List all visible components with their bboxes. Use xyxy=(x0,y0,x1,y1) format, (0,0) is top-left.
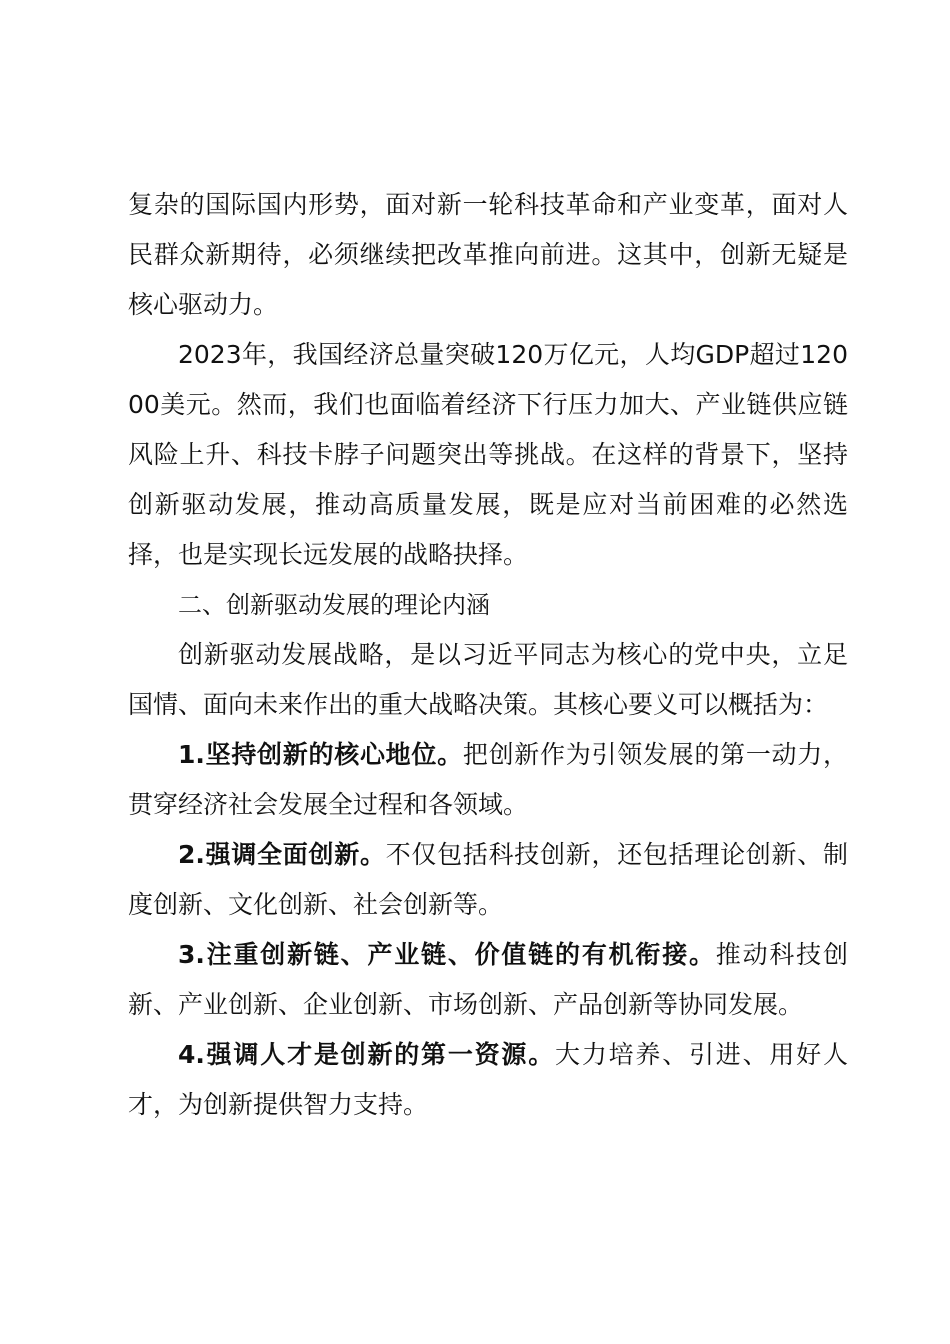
document-body xyxy=(128,180,848,1130)
point-text-1: 把创新作为引领发展的第一动力，贯穿经济社会发展全过程和各领域。 xyxy=(128,740,848,819)
point-text-4: 大力培养、引进、用好人才，为创新提供智力支持。 xyxy=(128,1040,848,1119)
point-item-2 xyxy=(128,830,848,930)
point-title-3: 3.注重创新链、产业链、价值链的有机衔接。 xyxy=(178,940,716,969)
point-item-3 xyxy=(128,930,848,1030)
point-text-2: 不仅包括科技创新，还包括理论创新、制度创新、文化创新、社会创新等。 xyxy=(128,840,848,919)
point-title-1: 1.坚持创新的核心地位。 xyxy=(178,740,463,769)
paragraph-context: 复杂的国际国内形势，面对新一轮科技革命和产业变革，面对人民群众新期待，必须继续把改革推向前进。这其中，创新无疑是核心驱动力。 xyxy=(128,190,848,319)
paragraph-strategy-intro: 创新驱动发展战略，是以习近平同志为核心的党中央，立足国情、面向未来作出的重大战略决策。其核心要义可以概括为： xyxy=(128,640,848,719)
point-text-3: 推动科技创新、产业创新、企业创新、市场创新、产品创新等协同发展。 xyxy=(128,940,848,1019)
point-item-4 xyxy=(128,1030,848,1130)
point-title-4: 4.强调人才是创新的第一资源。 xyxy=(178,1040,556,1069)
paragraph-economy-2023: 2023年，我国经济总量突破120万亿元，人均GDP超过12000美元。然而，我们也面临着经济下行压力加大、产业链供应链风险上升、科技卡脖子问题突出等挑战。在这样的背景下，坚持创新驱动发展，推动高质量发展，既是应对当前困难的必然选择，也是实现长远发展的战略抉择。 xyxy=(128,340,848,569)
point-item-1 xyxy=(128,730,848,830)
point-title-2: 2.强调全面创新。 xyxy=(178,840,386,869)
section-heading: 二、创新驱动发展的理论内涵 xyxy=(178,591,490,619)
